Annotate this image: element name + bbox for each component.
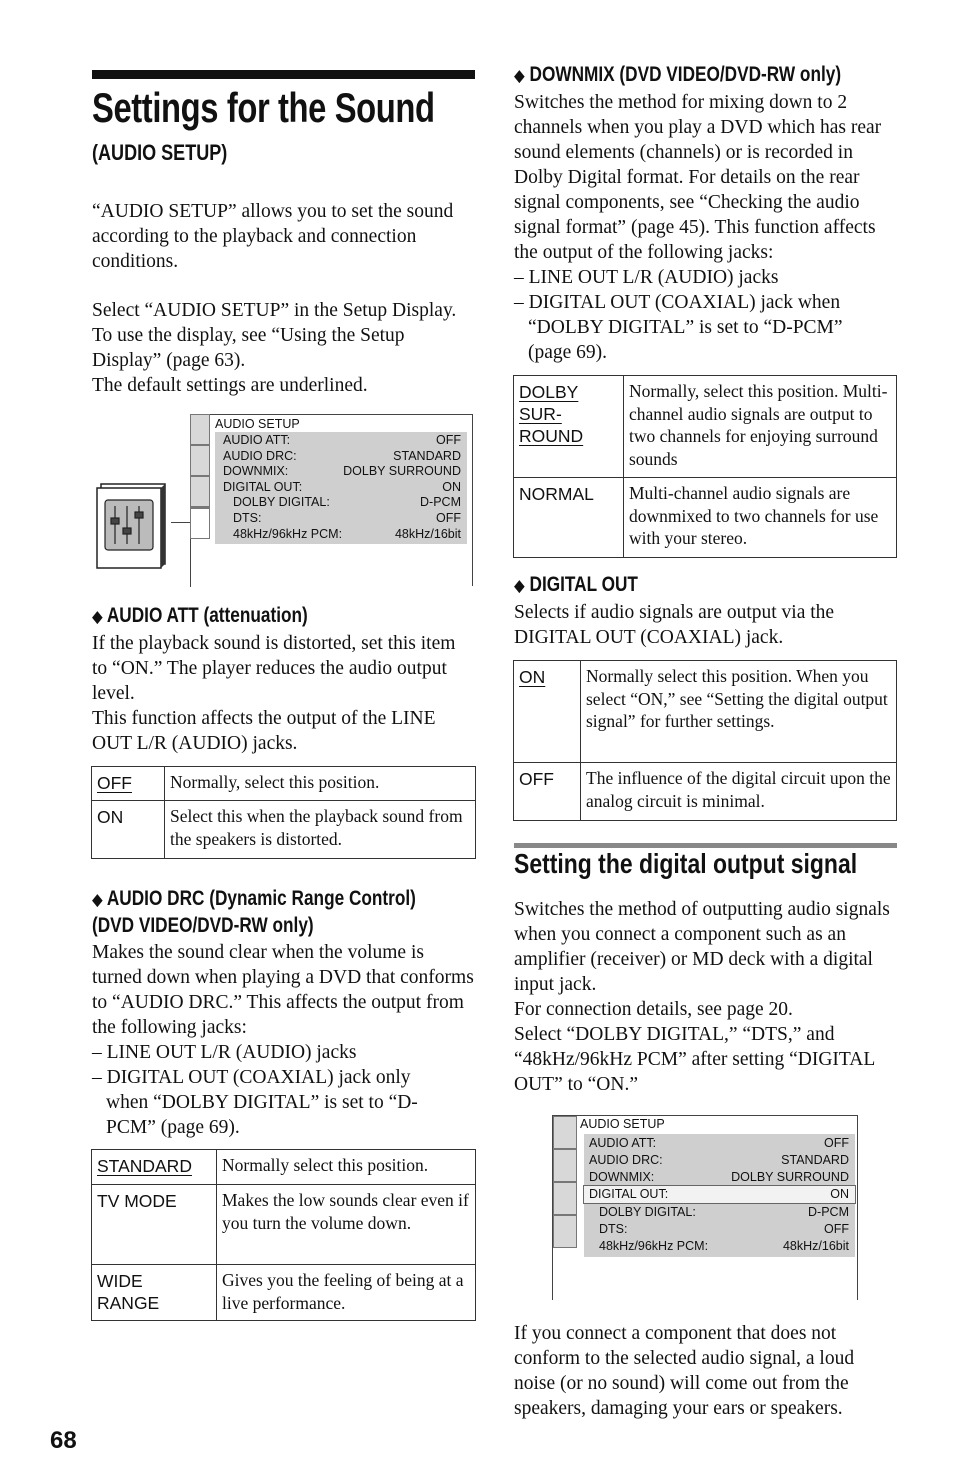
- list-item: – DIGITAL OUT (COAXIAL) jack when “DOLBY DIGITAL” is set to “D-PCM” (page 69).: [514, 292, 843, 363]
- table-row: WIDE RANGE Gives you the feeling of being at a live performance.: [92, 1265, 476, 1321]
- audio-att-heading: ◆ AUDIO ATT (attenuation): [92, 604, 308, 627]
- setup-display-panel: [584, 1134, 855, 1257]
- setup-row: AUDIO DRC: STANDARD: [589, 1152, 849, 1167]
- setup-row-selected: DIGITAL OUT: ON: [583, 1185, 856, 1204]
- list-item: – LINE OUT L/R (AUDIO) jacks: [514, 267, 779, 288]
- intro-paragraph: Select “AUDIO SETUP” in the Setup Display. To use the display, see “Using the Setup Display” (page 63).: [92, 300, 457, 371]
- setup-row: AUDIO ATT: OFF: [223, 433, 461, 447]
- audio-att-text: If the playback sound is distorted, set this item to “ON.” The player reduces the audio output level. This function affects the output of the LINE OUT L/R (AUDIO) jacks.: [92, 633, 456, 754]
- intro-text: [92, 199, 475, 398]
- intro-paragraph: “AUDIO SETUP” allows you to set the sound according to the playback and connection conditions.: [92, 201, 454, 272]
- setup-row: AUDIO DRC: STANDARD: [223, 448, 461, 463]
- audio-drc-text: Makes the sound clear when the volume is turned down when playing a DVD that conforms to “AUDIO DRC.” This affects the output from the following jacks: – LINE OUT L/R (AUDIO) jacks – DIGITAL OUT (COAXIAL) jack only when “DOLBY DIGITAL” is set to “D-PCM” (page 69).: [92, 942, 474, 1138]
- setup-display-tabs: [553, 1116, 577, 1248]
- setup-row: AUDIO ATT: OFF: [589, 1136, 849, 1150]
- digital-signal-text: Switches the method of outputting audio signals when you connect a component such as an amplifier (receiver) or MD deck with a digital input jack. For connection details, see page 20. Select “DOLBY DIGITAL,” “DTS,” and “48kHz/96kHz PCM” after setting “DIGITAL OUT” to “ON.”: [514, 899, 890, 1095]
- setup-row: DIGITAL OUT: ON: [223, 479, 461, 494]
- setup-row: 48kHz/96kHz PCM: 48kHz/16bit: [599, 1238, 849, 1253]
- setup-row: DTS: OFF: [233, 510, 461, 525]
- downmix-table: [513, 375, 897, 558]
- digital-out-table: [513, 660, 897, 821]
- table-row: OFF Normally, select this position.: [92, 767, 476, 801]
- setup-display-selected-tab: [190, 508, 210, 539]
- digital-out-text: Selects if audio signals are output via the DIGITAL OUT (COAXIAL) jack.: [514, 602, 835, 648]
- downmix-text: Switches the method for mixing down to 2 channels when you play a DVD which has rear sound elements (channels) or is recorded in Dolby Digital format. For details on the rear signal components, see “Checking the audio signal format” (page 45). This function affects the output of the following jacks: – LINE OUT L/R (AUDIO) jacks – DIGITAL OUT (COAXIAL) jack when “DOLBY DIGITAL” is set to “D-PCM” (page 69).: [514, 90, 897, 365]
- page-number: 68: [50, 1427, 77, 1454]
- list-item: – DIGITAL OUT (COAXIAL) jack only when “DOLBY DIGITAL” is set to “D-PCM” (page 69).: [92, 1067, 418, 1138]
- page-title: Settings for the Sound: [92, 84, 435, 131]
- setup-row: DOWNMIX: DOLBY SURROUND: [589, 1169, 849, 1184]
- warning-text: If you connect a component that does not conform to the selected audio signal, a loud noise (or no sound) will come out from the speakers, damaging your ears or speakers.: [514, 1323, 855, 1419]
- title-rule: [92, 70, 475, 79]
- page-subtitle: (AUDIO SETUP): [92, 140, 228, 165]
- setup-display-panel: [215, 432, 467, 544]
- setup-display-title: AUDIO SETUP: [215, 417, 300, 431]
- diamond-bullet-icon: ◆: [92, 890, 103, 909]
- intro-paragraph: The default settings are underlined.: [92, 375, 368, 396]
- audio-drc-table: [91, 1149, 476, 1321]
- diamond-bullet-icon: ◆: [514, 576, 525, 595]
- audio-setup-icon: [95, 478, 171, 570]
- audio-drc-heading: ◆ AUDIO DRC (Dynamic Range Control) (DVD VIDEO/DVD-RW only): [92, 887, 416, 937]
- table-row: ON Normally select this position. When you select “ON,” see “Setting the digital output signal” for further settings.: [514, 661, 897, 763]
- table-row: DOLBY SUR-ROUND Normally, select this position. Multi-channel audio signals are output to two channels for enjoying surround sounds: [514, 376, 897, 478]
- table-row: OFF The influence of the digital circuit upon the analog circuit is minimal.: [514, 763, 897, 821]
- setup-row: 48kHz/96kHz PCM: 48kHz/16bit: [233, 526, 461, 541]
- table-row: STANDARD Normally select this position.: [92, 1150, 476, 1185]
- list-item: – LINE OUT L/R (AUDIO) jacks: [92, 1042, 357, 1063]
- setup-display-illustration: [552, 1115, 858, 1299]
- downmix-heading: ◆ DOWNMIX (DVD VIDEO/DVD-RW only): [514, 63, 842, 86]
- setup-row: DOLBY DIGITAL: D-PCM: [599, 1205, 849, 1220]
- table-row: TV MODE Makes the low sounds clear even if you turn the volume down.: [92, 1185, 476, 1265]
- setup-row: DOLBY DIGITAL: D-PCM: [233, 495, 461, 510]
- audio-att-table: [91, 766, 476, 859]
- table-row: ON Select this when the playback sound from the speakers is distorted.: [92, 801, 476, 859]
- digital-out-heading: ◆ DIGITAL OUT: [514, 573, 638, 596]
- digital-signal-heading: Setting the digital output signal: [514, 848, 858, 879]
- diamond-bullet-icon: ◆: [92, 607, 103, 626]
- setup-display-frame-right: [472, 414, 473, 586]
- setup-row: DOWNMIX: DOLBY SURROUND: [223, 464, 461, 479]
- setup-display-title: AUDIO SETUP: [580, 1117, 665, 1131]
- table-row: NORMAL Multi-channel audio signals are downmixed to two channels for use with your stereo.: [514, 478, 897, 558]
- diamond-bullet-icon: ◆: [514, 66, 525, 85]
- setup-row: DTS: OFF: [599, 1221, 849, 1236]
- setup-display-illustration: [95, 414, 475, 586]
